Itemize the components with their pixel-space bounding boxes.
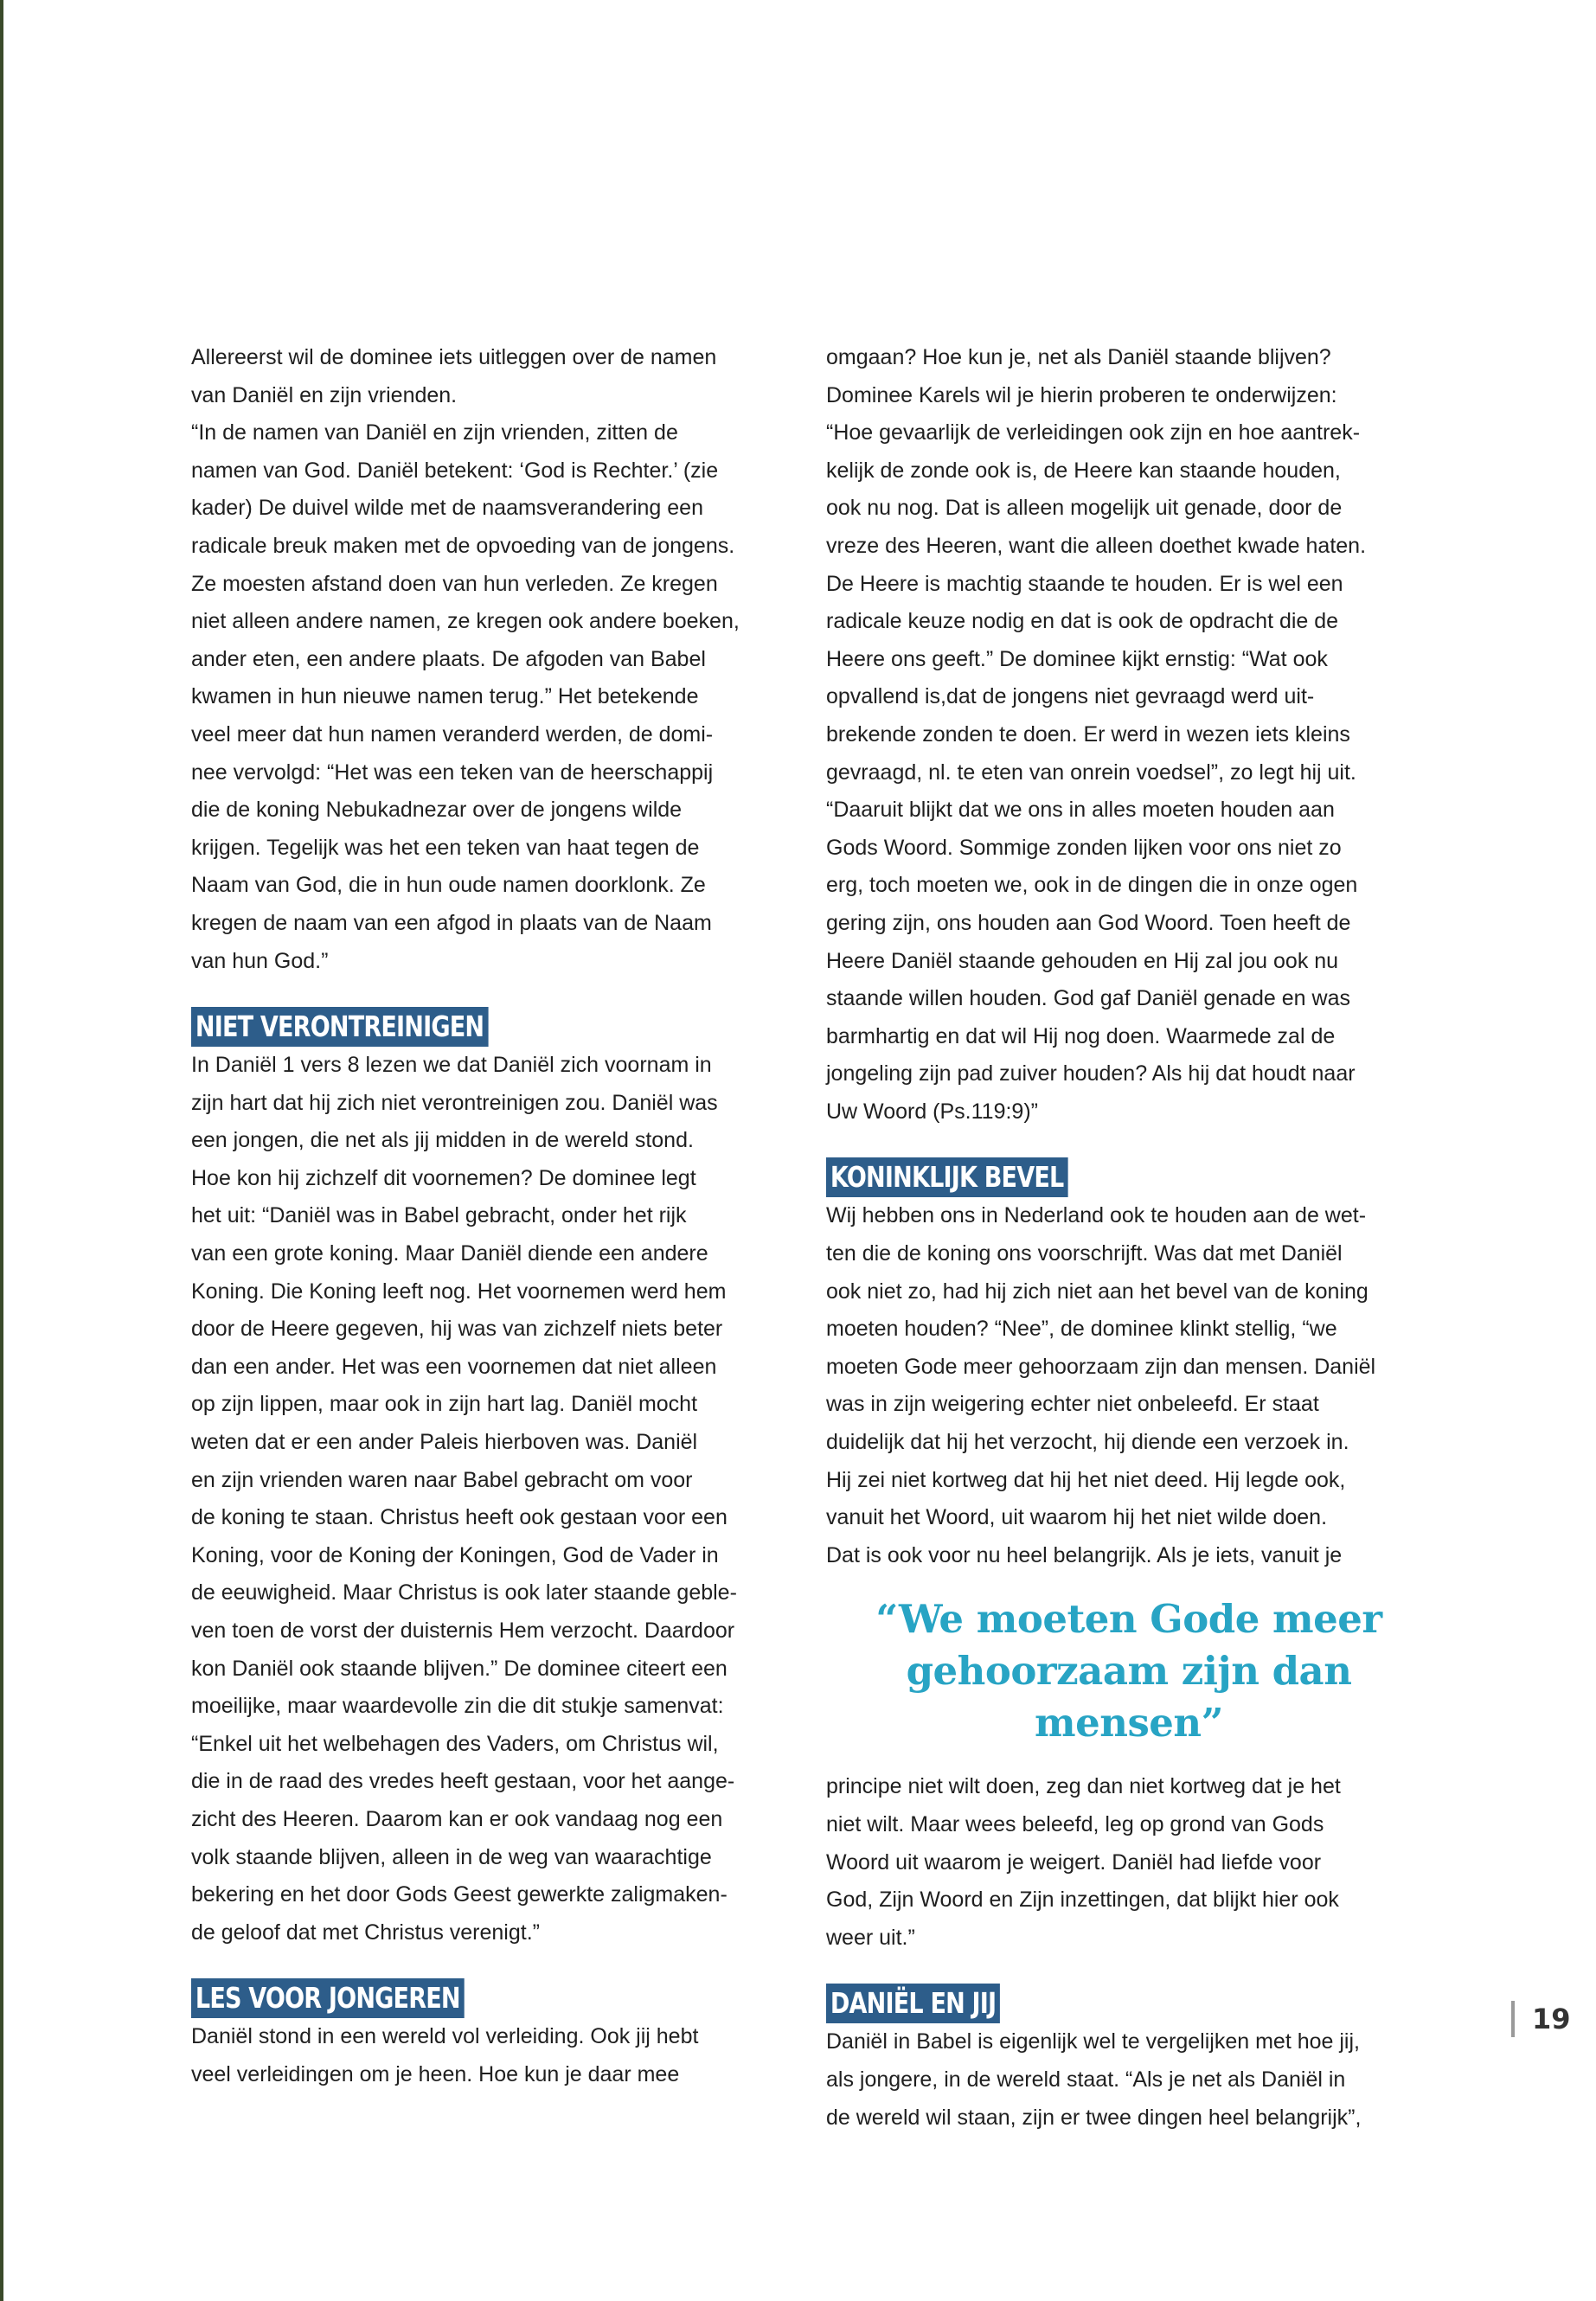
left-column (191, 339, 797, 2094)
page-number: 19 (1511, 2001, 1596, 2037)
heading-koninklijk-bevel: KONINKLIJK BEVEL (826, 1157, 1067, 1197)
section-koninklijk-bevel-continued: principe niet wilt doen, zeg dan niet kortweg dat je het niet wilt. Maar wees beleefd, leg op grond van Gods Woord uit waarom je weigert. Daniël had liefde voor God, Zijn Woord en Zijn inzettingen, dat blijkt hier ook weer uit.” (826, 1774, 1341, 1950)
section-daniel-en-jij: Daniël in Babel is eigenlijk wel te vergelijken met hoe jij, als jongere, in de wereld staat. “Als je net als Daniël in de wereld wil staan, zijn er twee dingen heel belangrijk”, (826, 2029, 1362, 2130)
intro-paragraph: Allereerst wil de dominee iets uitleggen over de namen van Daniël en zijn vrienden. “In de namen van Daniël en zijn vrienden, zitten de namen van God. Daniël betekent: ‘God is Rechter.’ (zie kader) De duivel wilde met de naamsverandering een radicale breuk maken met de opvoeding van de jongens. Ze moesten afstand doen van hun verleden. Ze kregen niet alleen andere namen, ze kregen ook andere boeken, ander eten, een andere plaats. De afgoden van Babel kwamen in hun nieuwe namen terug.” Het betekende veel meer dat hun namen veranderd werden, de domi- nee vervolgd: “Het was een teken van de heerschappij die de koning Nebukadnezar over de jongens wilde krijgen. Tegelijk was het een teken van haat tegen de Naam van God, die in hun oude namen doorklonk. Ze kregen de naam van een afgod in plaats van de Naam van hun God.” (191, 345, 740, 973)
heading-daniel-en-jij: DANIËL EN JIJ (826, 1984, 1000, 2023)
heading-niet-verontreinigen: NIET VERONTREINIGEN (191, 1007, 488, 1047)
section-les-voor-jongeren: Daniël stond in een wereld vol verleiding. Ook jij hebt veel verleidingen om je heen. Hoe kun je daar mee (191, 2024, 699, 2086)
section-niet-verontreinigen: In Daniël 1 vers 8 lezen we dat Daniël zich voornam in zijn hart dat hij zich niet verontreinigen zou. Daniël was een jongen, die net als jij midden in de wereld stond. Hoe kon hij zichzelf dit voornemen? De dominee legt het uit: “Daniël was in Babel gebracht, onder het rijk van een grote koning. Maar Daniël diende een andere Koning. Die Koning leeft nog. Het voornemen werd hem door de Heere gegeven, hij was van zichzelf niets beter dan een ander. Het was een voornemen dat niet alleen op zijn lippen, maar ook in zijn hart lag. Daniël mocht weten dat er een ander Paleis hierboven was. Daniël en zijn vrienden waren naar Babel gebracht om voor de koning te staan. Christus heeft ook gestaan voor een Koning, voor de Koning der Koningen, God de Vader in de eeuwigheid. Maar Christus is ook later staande geble- ven toen de vorst der duisternis Hem verzocht. Daardoor kon Daniël ook staande blijven.” De dominee citeert een moeilijke, maar waardevolle zin die dit stukje samenvat: “Enkel uit het welbehagen des Vaders, om Christus wil, die in de raad des vredes heeft gestaan, voor het aange- zicht des Heeren. Daarom kan er ook vandaag nog een volk staande blijven, alleen in de weg van waarachtige bekering en het door Gods Geest gewerkte zaligmaken- de geloof dat met Christus verenigt.” (191, 1053, 737, 1945)
section-koninklijk-bevel: Wij hebben ons in Nederland ook te houden aan de wet- ten die de koning ons voorschrijft. Was dat met Daniël ook niet zo, had hij zich niet aan het bevel van de koning moeten houden? “Nee”, de dominee klinkt stellig, “we moeten Gode meer gehoorzaam zijn dan mensen. Daniël was in zijn weigering echter niet onbeleefd. Er staat duidelijk dat hij het verzocht, hij diende een verzoek in. Hij zei niet kortweg dat hij het niet deed. Hij legde ook, vanuit het Woord, uit waarom hij het niet wilde doen. Dat is ook voor nu heel belangrijk. Als je iets, vanuit je (826, 1203, 1376, 1567)
continuation-paragraph: omgaan? Hoe kun je, net als Daniël staande blijven? Dominee Karels wil je hierin proberen te onderwijzen: “Hoe gevaarlijk de verleidingen ook zijn en hoe aantrek- kelijk de zonde ook is, de Heere kan staande houden, ook nu nog. Dat is alleen mogelijk uit genade, door de vreze des Heeren, want die alleen doethet kwade haten. De Heere is machtig staande te houden. Er is wel een radicale keuze nodig en dat is ook de opdracht die de Heere ons geeft.” De dominee kijkt ernstig: “Wat ook opvallend is,dat de jongens niet gevraagd werd uit- brekende zonden te doen. Er werd in wezen iets kleins gevraagd, nl. te eten van onrein voedsel”, zo legt hij uit. “Daaruit blijkt dat we ons in alles moeten houden aan Gods Woord. Sommige zonden lijken voor ons niet zo erg, toch moeten we, ook in de dingen die in onze ogen gering zijn, ons houden aan God Woord. Toen heeft de Heere Daniël staande gehouden en Hij zal jou ook nu staande willen houden. God gaf Daniël genade en was barmhartig en dat wil Hij nog doen. Waarmede zal de jongeling zijn pad zuiver houden? Als hij dat houdt naar Uw Woord (Ps.119:9)” (826, 345, 1367, 1124)
pull-quote: “We moeten Gode meer gehoorzaam zijn dan mensen” (875, 1596, 1382, 1747)
page-edge-line (0, 0, 3, 2301)
heading-les-voor-jongeren: LES VOOR JONGEREN (191, 1978, 465, 2018)
right-column (826, 339, 1432, 2137)
